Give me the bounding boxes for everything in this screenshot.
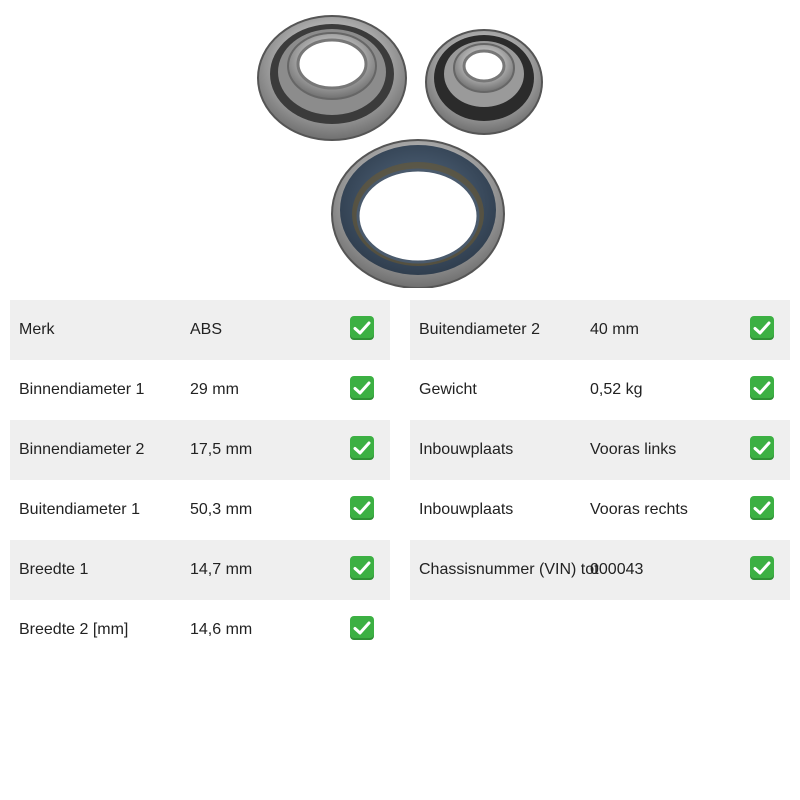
spec-label: Inbouwplaats: [419, 441, 514, 458]
check-mark-icon: [350, 556, 374, 580]
spec-value: 50,3 mm: [190, 501, 253, 518]
spec-label: Buitendiameter 2: [419, 321, 540, 338]
table-row: [10, 540, 390, 600]
large-bearing: [258, 16, 406, 140]
table-row: [410, 540, 790, 600]
product-image: [250, 8, 550, 288]
small-bearing: [426, 30, 542, 134]
spec-value: 17,5 mm: [190, 441, 253, 458]
spec-label: Gewicht: [419, 381, 477, 398]
spec-label: Merk: [19, 321, 55, 338]
check-mark-icon: [350, 496, 374, 520]
check-mark-icon: [350, 436, 374, 460]
spec-value: 40 mm: [590, 321, 639, 338]
table-row: [410, 300, 790, 360]
spec-table-right: [410, 300, 790, 600]
table-row: [10, 360, 390, 420]
table-row: [10, 600, 390, 660]
spec-label: Breedte 2 [mm]: [19, 621, 129, 638]
spec-label: Breedte 1: [19, 561, 89, 578]
check-mark-icon: [350, 376, 374, 400]
check-mark-icon: [750, 376, 774, 400]
spec-value: 29 mm: [190, 381, 239, 398]
table-row: [10, 300, 390, 360]
spec-value: ABS: [190, 321, 223, 338]
spec-value: 0,52 kg: [590, 381, 643, 398]
spec-label: Binnendiameter 1: [19, 381, 145, 398]
table-row: [10, 420, 390, 480]
spec-value: 14,6 mm: [190, 621, 253, 638]
check-mark-icon: [750, 496, 774, 520]
check-mark-icon: [750, 556, 774, 580]
table-row: [10, 480, 390, 540]
check-mark-icon: [350, 316, 374, 340]
spec-table-left: [10, 300, 390, 660]
spec-label: Buitendiameter 1: [19, 501, 140, 518]
spec-value: Vooras links: [590, 441, 677, 458]
spec-label: Binnendiameter 2: [19, 441, 145, 458]
table-row: [410, 480, 790, 540]
spec-label: Chassisnummer (VIN) tot: [419, 561, 599, 578]
spec-value: 000043: [590, 561, 644, 578]
check-mark-icon: [350, 616, 374, 640]
table-row: [410, 360, 790, 420]
spec-value: Vooras rechts: [590, 501, 688, 518]
table-row: [410, 420, 790, 480]
spec-label: Inbouwplaats: [419, 501, 514, 518]
check-mark-icon: [750, 316, 774, 340]
spec-value: 14,7 mm: [190, 561, 253, 578]
check-mark-icon: [750, 436, 774, 460]
oil-seal: [332, 140, 504, 288]
